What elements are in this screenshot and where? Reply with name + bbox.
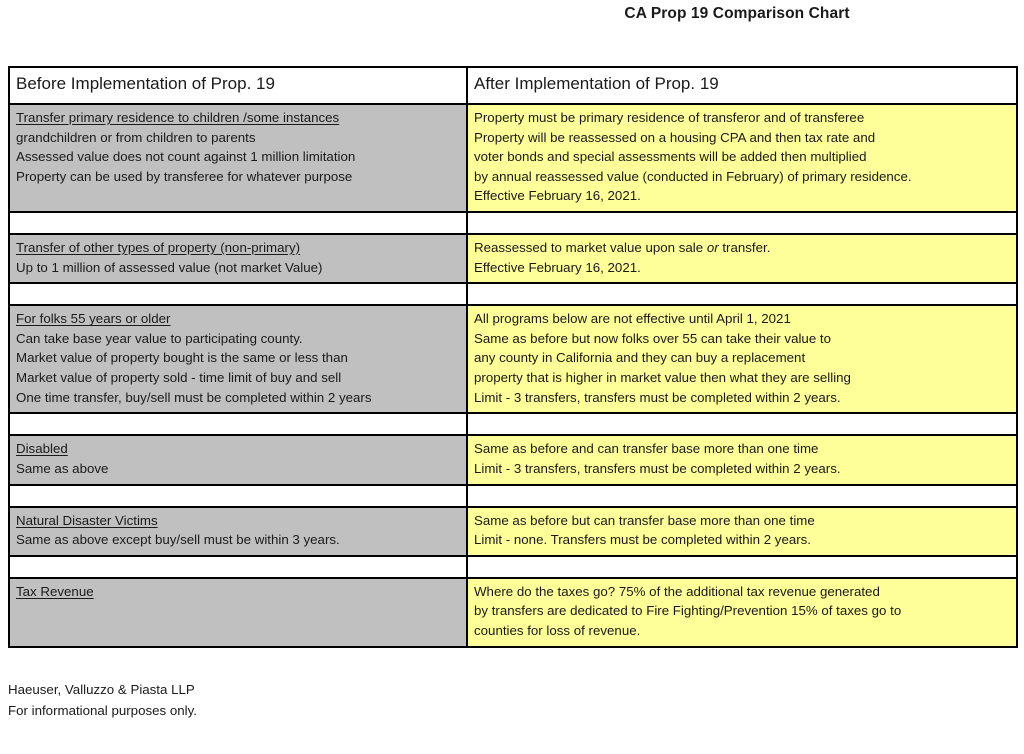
cell-line: Same as before but can transfer base more than one time [474,512,815,528]
cell-after-other-property-types [467,234,1017,283]
spacer-cell [9,212,467,234]
cell-line: Limit - none. Transfers must be completed within 2 years. [474,532,811,548]
cell-line: Natural Disaster Victims [16,512,158,528]
cell-line: Reassessed to market value upon sale or transfer. [474,240,771,256]
page-title: CA Prop 19 Comparison Chart [624,5,850,22]
cell-before-other-property-types [9,234,467,283]
cell-line: Transfer primary residence to children /some instances [16,110,340,125]
cell-line: One time transfer, buy/sell must be completed within 2 years [16,389,372,405]
cell-after-primary-residence-transfer [467,104,1017,212]
cell-line: Same as before and can transfer base more than one time [474,441,819,457]
cell-line: Same as above [16,460,109,476]
cell-before-disabled [9,435,467,484]
cell-line: Can take base year value to participating county. [16,330,303,346]
table-row [9,578,1017,647]
table-row [9,435,1017,484]
cell-line: Disabled [16,441,68,457]
cell-line: For folks 55 years or older [16,311,171,327]
cell-after-disabled [467,435,1017,484]
cell-line: Transfer of other types of property (non-primary) [16,240,301,256]
spacer-cell [467,556,1017,578]
cell-line: Tax Revenue [16,583,94,599]
spacer-cell [9,556,467,578]
cell-before-natural-disaster-victims [9,507,467,556]
cell-line: Up to 1 million of assessed value (not market Value) [16,259,323,275]
cell-line: Market value of property sold - time limit of buy and sell [16,370,342,386]
footer-disclaimer: For informational purposes only. [8,702,197,718]
cell-before-tax-revenue [9,578,467,647]
table-row [9,507,1017,556]
cell-line: Same as before but now folks over 55 can take their value to [474,330,832,346]
cell-line: Property can be used by transferee for whatever purpose [16,168,353,184]
spacer-cell [9,413,467,435]
prop19-comparison-table [8,66,1018,648]
cell-before-folks-55-or-older [9,305,467,413]
column-header-after: After Implementation of Prop. 19 [467,67,1017,104]
cell-line: by annual reassessed value (conducted in February) of primary residence. [474,168,912,184]
emphasis-text: or [706,240,719,256]
spacer-row [9,413,1017,435]
cell-line: Assessed value does not count against 1 million limitation [16,149,356,165]
spacer-cell [9,485,467,507]
footer [8,680,197,721]
cell-line: Property must be primary residence of transferor and of transferee [474,110,865,125]
spacer-row [9,556,1017,578]
spacer-row [9,283,1017,305]
cell-line: Property will be reassessed on a housing CPA and then tax rate and [474,129,876,145]
cell-line: Market value of property bought is the same or less than [16,350,348,366]
spacer-cell [467,413,1017,435]
column-header-before: Before Implementation of Prop. 19 [9,67,467,104]
spacer-row [9,212,1017,234]
spacer-cell [467,485,1017,507]
spacer-cell [467,212,1017,234]
cell-line: Same as above except buy/sell must be within 3 years. [16,532,340,548]
table-header-row [9,67,1017,104]
cell-line: Effective February 16, 2021. [474,188,641,204]
cell-line: voter bonds and special assessments will be added then multiplied [474,149,867,165]
table-row [9,104,1017,212]
cell-line: property that is higher in market value then what they are selling [474,370,851,386]
cell-line: grandchildren or from children to parents [16,129,256,145]
cell-after-folks-55-or-older [467,305,1017,413]
cell-line: by transfers are dedicated to Fire Fighting/Prevention 15% of taxes go to [474,603,902,619]
cell-after-tax-revenue [467,578,1017,647]
spacer-cell [9,283,467,305]
spacer-row [9,485,1017,507]
table-row [9,234,1017,283]
table-row [9,305,1017,413]
cell-line: counties for loss of revenue. [474,622,641,638]
footer-firm-name: Haeuser, Valluzzo & Piasta LLP [8,682,195,697]
cell-line: any county in California and they can buy a replacement [474,350,806,366]
cell-after-natural-disaster-victims [467,507,1017,556]
cell-line: Where do the taxes go? 75% of the additional tax revenue generated [474,583,880,599]
spacer-cell [467,283,1017,305]
cell-line: Limit - 3 transfers, transfers must be completed within 2 years. [474,460,841,476]
cell-before-primary-residence-transfer [9,104,467,212]
cell-line: Limit - 3 transfers, transfers must be completed within 2 years. [474,389,841,405]
cell-line: Effective February 16, 2021. [474,259,641,275]
cell-line: All programs below are not effective until April 1, 2021 [474,311,791,327]
